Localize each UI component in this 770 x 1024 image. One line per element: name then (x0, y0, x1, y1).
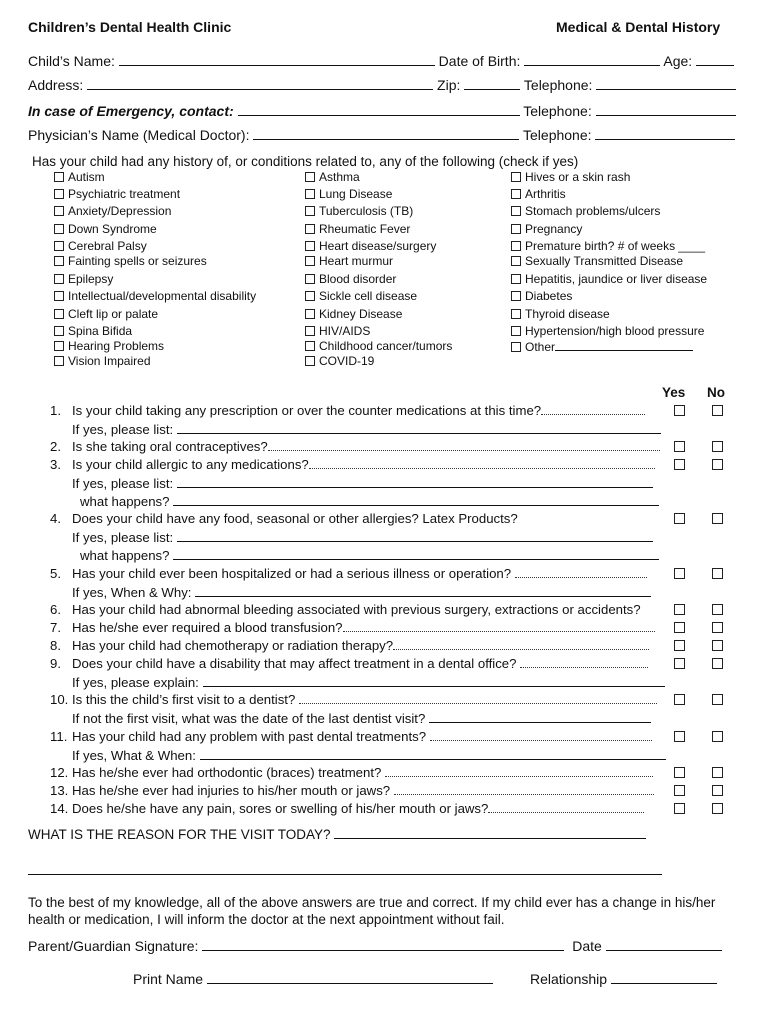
condition-item[interactable]: Sickle cell disease (305, 289, 417, 303)
checkbox-icon[interactable] (54, 224, 64, 234)
checkbox-icon[interactable] (305, 356, 315, 366)
no-checkbox[interactable] (712, 731, 723, 742)
question: 5. Has your child ever been hospitalized or had a serious illness or operation? (50, 566, 647, 581)
yes-checkbox[interactable] (674, 694, 685, 705)
checkbox-icon[interactable] (511, 274, 521, 284)
condition-item[interactable]: Pregnancy (511, 222, 582, 236)
followup: If yes, When & Why: (72, 584, 651, 600)
checkbox-icon[interactable] (511, 189, 521, 199)
question: 12. Has he/she ever had orthodontic (braces) treatment? (50, 765, 653, 780)
yes-checkbox[interactable] (674, 604, 685, 615)
no-checkbox[interactable] (712, 767, 723, 778)
condition-item[interactable]: Cleft lip or palate (54, 307, 158, 321)
yes-checkbox[interactable] (674, 405, 685, 416)
question: 10. Is this the child’s first visit to a dentist? (50, 692, 657, 707)
telephone-label: Telephone: (523, 77, 593, 93)
checkbox-icon[interactable] (54, 326, 64, 336)
checkbox-icon[interactable] (305, 172, 315, 182)
condition-item[interactable]: Sexually Transmitted Disease (511, 254, 683, 268)
no-checkbox[interactable] (712, 803, 723, 814)
physician-telephone-label: Telephone: (523, 127, 592, 143)
condition-item[interactable]: Epilepsy (54, 272, 113, 286)
checkbox-icon[interactable] (511, 172, 521, 182)
followup-field[interactable] (173, 547, 659, 560)
yes-checkbox[interactable] (674, 785, 685, 796)
no-header: No (707, 385, 725, 400)
date-label: Date (572, 938, 602, 954)
attestation-text: To the best of my knowledge, all of the above answers are true and correct. If my child ever has a change in his/her health or medication, I will inform the doctor at the next appointment without fail. (28, 895, 716, 927)
followup-field[interactable] (177, 529, 653, 542)
no-checkbox[interactable] (712, 441, 723, 452)
checkbox-icon[interactable] (511, 241, 521, 251)
followup: If yes, please explain: (72, 674, 665, 690)
question: 9. Does your child have a disability that may affect treatment in a dental office? (50, 656, 648, 671)
emergency-telephone-label: Telephone: (523, 103, 592, 119)
followup: If not the first visit, what was the date of the last dentist visit? (72, 710, 651, 726)
reason-field-line-2[interactable] (28, 874, 662, 875)
question: 1. Is your child taking any prescription or over the counter medications at this time? (50, 403, 645, 418)
emergency-field[interactable] (238, 103, 520, 116)
other-field[interactable] (555, 340, 693, 351)
question: 6. Has your child had abnormal bleeding associated with previous surgery, extractions or accidents? (50, 602, 641, 617)
checkbox-icon[interactable] (54, 309, 64, 319)
print-name-field[interactable] (207, 971, 493, 984)
no-checkbox[interactable] (712, 785, 723, 796)
condition-item[interactable]: Cerebral Palsy (54, 239, 147, 253)
followup: If yes, What & When: (72, 747, 666, 763)
yes-checkbox[interactable] (674, 803, 685, 814)
followup: If yes, please list: (72, 529, 653, 545)
checkbox-icon[interactable] (54, 274, 64, 284)
checkbox-icon[interactable] (54, 291, 64, 301)
checkbox-icon[interactable] (305, 256, 315, 266)
followup: If yes, please list: (72, 475, 653, 491)
address-row (28, 77, 736, 93)
checkbox-icon[interactable] (511, 224, 521, 234)
checkbox-icon[interactable] (305, 341, 315, 351)
no-checkbox[interactable] (712, 640, 723, 651)
no-checkbox[interactable] (712, 622, 723, 633)
condition-item[interactable]: Childhood cancer/tumors (305, 339, 452, 353)
age-field[interactable] (696, 53, 734, 66)
checkbox-icon[interactable] (305, 291, 315, 301)
followup-field[interactable] (177, 421, 661, 434)
condition-item[interactable]: Hepatitis, jaundice or liver disease (511, 272, 707, 286)
print-name-row (133, 971, 493, 987)
condition-item[interactable]: Psychiatric treatment (54, 187, 180, 201)
condition-item[interactable]: Autism (54, 170, 105, 184)
followup-field[interactable] (200, 747, 666, 760)
condition-item[interactable]: Fainting spells or seizures (54, 254, 207, 268)
question: 8. Has your child had chemotherapy or radiation therapy? (50, 638, 649, 653)
relationship-field[interactable] (611, 971, 717, 984)
checkbox-icon[interactable] (305, 224, 315, 234)
checkbox-icon[interactable] (305, 189, 315, 199)
condition-item[interactable]: Stomach problems/ulcers (511, 204, 660, 218)
condition-item[interactable]: Intellectual/developmental disability (54, 289, 256, 303)
question: 13. Has he/she ever had injuries to his/her mouth or jaws? (50, 783, 654, 798)
checkbox-icon[interactable] (511, 342, 521, 352)
followup: what happens? (80, 547, 659, 563)
no-checkbox[interactable] (712, 568, 723, 579)
checkbox-icon[interactable] (305, 206, 315, 216)
yes-checkbox[interactable] (674, 658, 685, 669)
condition-item[interactable]: Heart disease/surgery (305, 239, 436, 253)
yes-checkbox[interactable] (674, 767, 685, 778)
physician-row (28, 127, 735, 143)
conditions-prompt: Has your child had any history of, or conditions related to, any of the following (check if yes) (32, 154, 579, 169)
parent-signature-field[interactable] (202, 938, 564, 951)
condition-item[interactable]: Anxiety/Depression (54, 204, 171, 218)
no-checkbox[interactable] (712, 513, 723, 524)
followup: what happens? (80, 493, 659, 509)
address-field[interactable] (87, 77, 433, 90)
no-checkbox[interactable] (712, 658, 723, 669)
zip-label: Zip: (437, 77, 461, 93)
followup-field[interactable] (195, 584, 651, 597)
condition-item[interactable]: Down Syndrome (54, 222, 157, 236)
reason-label: WHAT IS THE REASON FOR THE VISIT TODAY? (28, 827, 331, 842)
checkbox-icon[interactable] (511, 309, 521, 319)
yes-checkbox[interactable] (674, 459, 685, 470)
physician-field[interactable] (253, 127, 519, 140)
checkbox-icon[interactable] (511, 206, 521, 216)
parent-signature-label: Parent/Guardian Signature: (28, 938, 199, 954)
no-checkbox[interactable] (712, 694, 723, 705)
condition-item[interactable]: Arthritis (511, 187, 566, 201)
emergency-row (28, 103, 736, 119)
condition-item[interactable]: COVID-19 (305, 354, 374, 368)
address-label: Address: (28, 77, 84, 93)
question: 3. Is your child allergic to any medications? (50, 457, 655, 472)
checkbox-icon[interactable] (511, 291, 521, 301)
checkbox-icon[interactable] (305, 309, 315, 319)
dob-field[interactable] (524, 53, 660, 66)
condition-item[interactable]: Lung Disease (305, 187, 392, 201)
condition-item[interactable]: Rheumatic Fever (305, 222, 410, 236)
yes-checkbox[interactable] (674, 568, 685, 579)
followup-field[interactable] (177, 475, 653, 488)
question: 7. Has he/she ever required a blood transfusion? (50, 620, 655, 635)
checkbox-icon[interactable] (54, 172, 64, 182)
condition-item[interactable]: Kidney Disease (305, 307, 402, 321)
signature-row (28, 938, 722, 954)
condition-item[interactable]: Spina Bifida (54, 324, 132, 338)
followup-field[interactable] (173, 493, 659, 506)
checkbox-icon[interactable] (54, 189, 64, 199)
checkbox-icon[interactable] (511, 256, 521, 266)
emergency-label: In case of Emergency, contact: (28, 103, 234, 119)
question: 4. Does your child have any food, seasonal or other allergies? Latex Products? (50, 511, 518, 526)
condition-item[interactable]: HIV/AIDS (305, 324, 370, 338)
telephone-field[interactable] (596, 77, 736, 90)
yes-header: Yes (662, 385, 686, 400)
date-field[interactable] (606, 938, 722, 951)
reason-field[interactable] (334, 826, 646, 839)
condition-item[interactable]: Diabetes (511, 289, 572, 303)
condition-item-other[interactable]: Other (511, 340, 693, 354)
condition-item[interactable]: Tuberculosis (TB) (305, 204, 413, 218)
followup-field[interactable] (429, 710, 651, 723)
relationship-label: Relationship (530, 971, 608, 987)
question: 11. Has your child had any problem with past dental treatments? (50, 729, 652, 744)
zip-field[interactable] (464, 77, 520, 90)
form-title: Medical & Dental History (556, 19, 721, 35)
condition-item[interactable]: Vision Impaired (54, 354, 151, 368)
child-name-label: Child’s Name: (28, 53, 115, 69)
condition-item[interactable]: Heart murmur (305, 254, 393, 268)
checkbox-icon[interactable] (305, 241, 315, 251)
followup-field[interactable] (203, 674, 665, 687)
age-label: Age: (663, 53, 693, 69)
checkbox-icon[interactable] (54, 256, 64, 266)
condition-item[interactable]: Blood disorder (305, 272, 396, 286)
checkbox-icon[interactable] (305, 326, 315, 336)
emergency-telephone-field[interactable] (596, 103, 736, 116)
condition-item[interactable]: Hypertension/high blood pressure (511, 324, 704, 338)
condition-item[interactable]: Hearing Problems (54, 339, 164, 353)
question: 14. Does he/she have any pain, sores or swelling of his/her mouth or jaws? (50, 801, 644, 816)
print-name-label: Print Name (133, 971, 204, 987)
yes-checkbox[interactable] (674, 731, 685, 742)
reason-row (28, 826, 646, 842)
yes-checkbox[interactable] (674, 640, 685, 651)
checkbox-icon[interactable] (54, 356, 64, 366)
checkbox-icon[interactable] (305, 274, 315, 284)
child-name-row (28, 53, 734, 69)
no-checkbox[interactable] (712, 405, 723, 416)
physician-label: Physician’s Name (Medical Doctor): (28, 127, 250, 143)
condition-item[interactable]: Thyroid disease (511, 307, 610, 321)
clinic-name: Children’s Dental Health Clinic (28, 19, 232, 35)
child-name-field[interactable] (119, 53, 435, 66)
condition-item[interactable]: Asthma (305, 170, 360, 184)
yes-checkbox[interactable] (674, 622, 685, 633)
no-checkbox[interactable] (712, 459, 723, 470)
condition-item[interactable]: Hives or a skin rash (511, 170, 630, 184)
checkbox-icon[interactable] (54, 241, 64, 251)
condition-item[interactable]: Premature birth? # of weeks ____ (511, 239, 705, 253)
checkbox-icon[interactable] (54, 341, 64, 351)
dob-label: Date of Birth: (438, 53, 521, 69)
checkbox-icon[interactable] (54, 206, 64, 216)
relationship-row (530, 971, 717, 987)
physician-telephone-field[interactable] (595, 127, 735, 140)
yes-checkbox[interactable] (674, 513, 685, 524)
followup: If yes, please list: (72, 421, 661, 437)
checkbox-icon[interactable] (511, 326, 521, 336)
no-checkbox[interactable] (712, 604, 723, 615)
yes-checkbox[interactable] (674, 441, 685, 452)
question: 2. Is she taking oral contraceptives? (50, 439, 660, 454)
